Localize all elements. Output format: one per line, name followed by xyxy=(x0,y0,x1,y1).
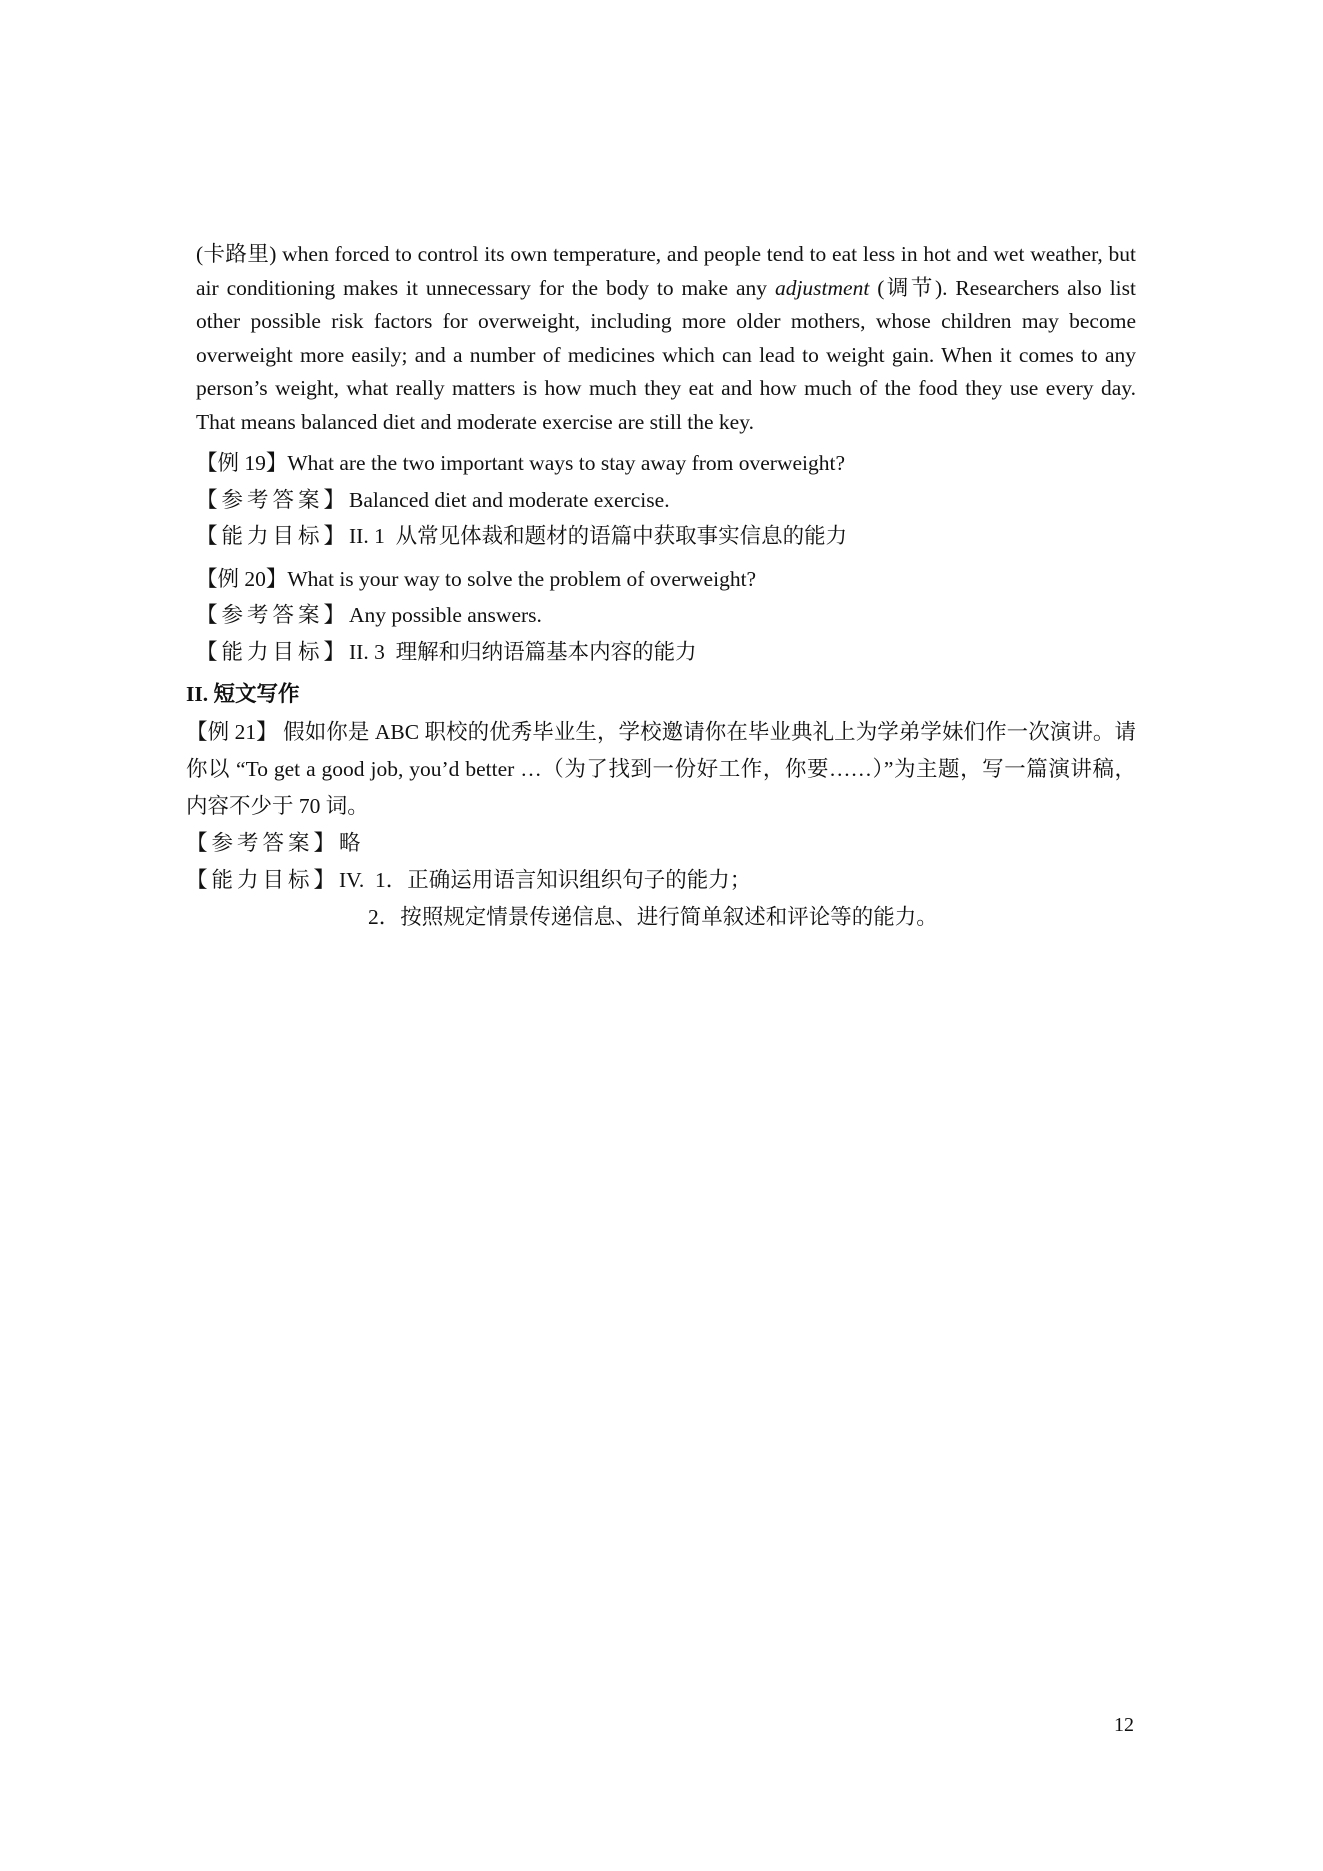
example-21-goal-label: 【能力目标】 xyxy=(186,868,340,892)
example-21-prompt-text: 假如你是 ABC 职校的优秀毕业生，学校邀请你在毕业典礼上为学弟学妹们作一次演讲。请你以 “To get a good job, you’d better …（为了找到一份好工作，你要……）”为主题，写一篇演讲稿，内容不少于 70 词。 xyxy=(186,720,1136,818)
example-20-answer-label: 【参考答案】 xyxy=(196,603,350,627)
example-21-label: 【例 21】 xyxy=(186,720,278,744)
example-19-answer-label: 【参考答案】 xyxy=(196,487,350,512)
example-19-goal-label: 【能力目标】 xyxy=(196,524,350,548)
example-19-question-line xyxy=(196,445,1136,482)
example-19-answer: Balanced diet and moderate exercise. xyxy=(349,487,670,512)
example-20-goal-label: 【能力目标】 xyxy=(196,639,350,664)
example-21-answer: 略 xyxy=(339,831,361,855)
example-20-label: 【例 20】 xyxy=(196,566,288,591)
writing-section xyxy=(186,674,1136,936)
example-20-question: What is your way to solve the problem of overweight? xyxy=(287,566,757,591)
example-19-answer-line xyxy=(196,482,1136,519)
example-19 xyxy=(196,445,1136,555)
passage-text-part2: (调节). Researchers also list other possible risk factors for overweight, including more older mothers, whose children may become overweight more easily; and a number of medicines which can lead to weight gain. When it comes to any person’s weight, what really matters is how much they eat and how much of the food they use every day. That means balanced diet and moderate exercise are still the key. xyxy=(196,275,1136,434)
example-20-goal-line xyxy=(196,634,1136,671)
example-19-label: 【例 19】 xyxy=(196,451,288,475)
example-21-prompt xyxy=(186,714,1136,825)
example-20 xyxy=(196,561,1136,671)
example-19-goal: II. 1 从常见体裁和题材的语篇中获取事实信息的能力 xyxy=(349,524,848,548)
example-20-goal: II. 3 理解和归纳语篇基本内容的能力 xyxy=(349,639,697,664)
example-19-goal-line xyxy=(196,518,1136,555)
page-number: 12 xyxy=(1114,1714,1134,1736)
reading-passage xyxy=(196,238,1136,439)
example-21-goal-2: 2．按照规定情景传递信息、进行简单叙述和评论等的能力。 xyxy=(368,905,938,929)
example-20-answer-line xyxy=(196,597,1136,634)
section-heading: II. 短文写作 xyxy=(186,682,300,706)
example-20-answer: Any possible answers. xyxy=(349,603,542,627)
passage-text-part1: (卡路里) when forced to control its own temperature, and people tend to eat less in hot and wet weather, but air conditioning makes it unnecessary for the body to make any xyxy=(196,242,1136,300)
example-19-question: What are the two important ways to stay away from overweight? xyxy=(287,451,846,475)
example-21-goal-1: IV. 1．正确运用语言知识组织句子的能力； xyxy=(339,868,752,892)
example-20-question-line xyxy=(196,561,1136,598)
example-21-answer-label: 【参考答案】 xyxy=(186,831,340,855)
document-body xyxy=(186,238,1136,936)
example-21-answer-line xyxy=(186,825,1136,862)
example-21-goal-line xyxy=(186,862,1136,899)
passage-italic-word: adjustment xyxy=(774,275,870,300)
